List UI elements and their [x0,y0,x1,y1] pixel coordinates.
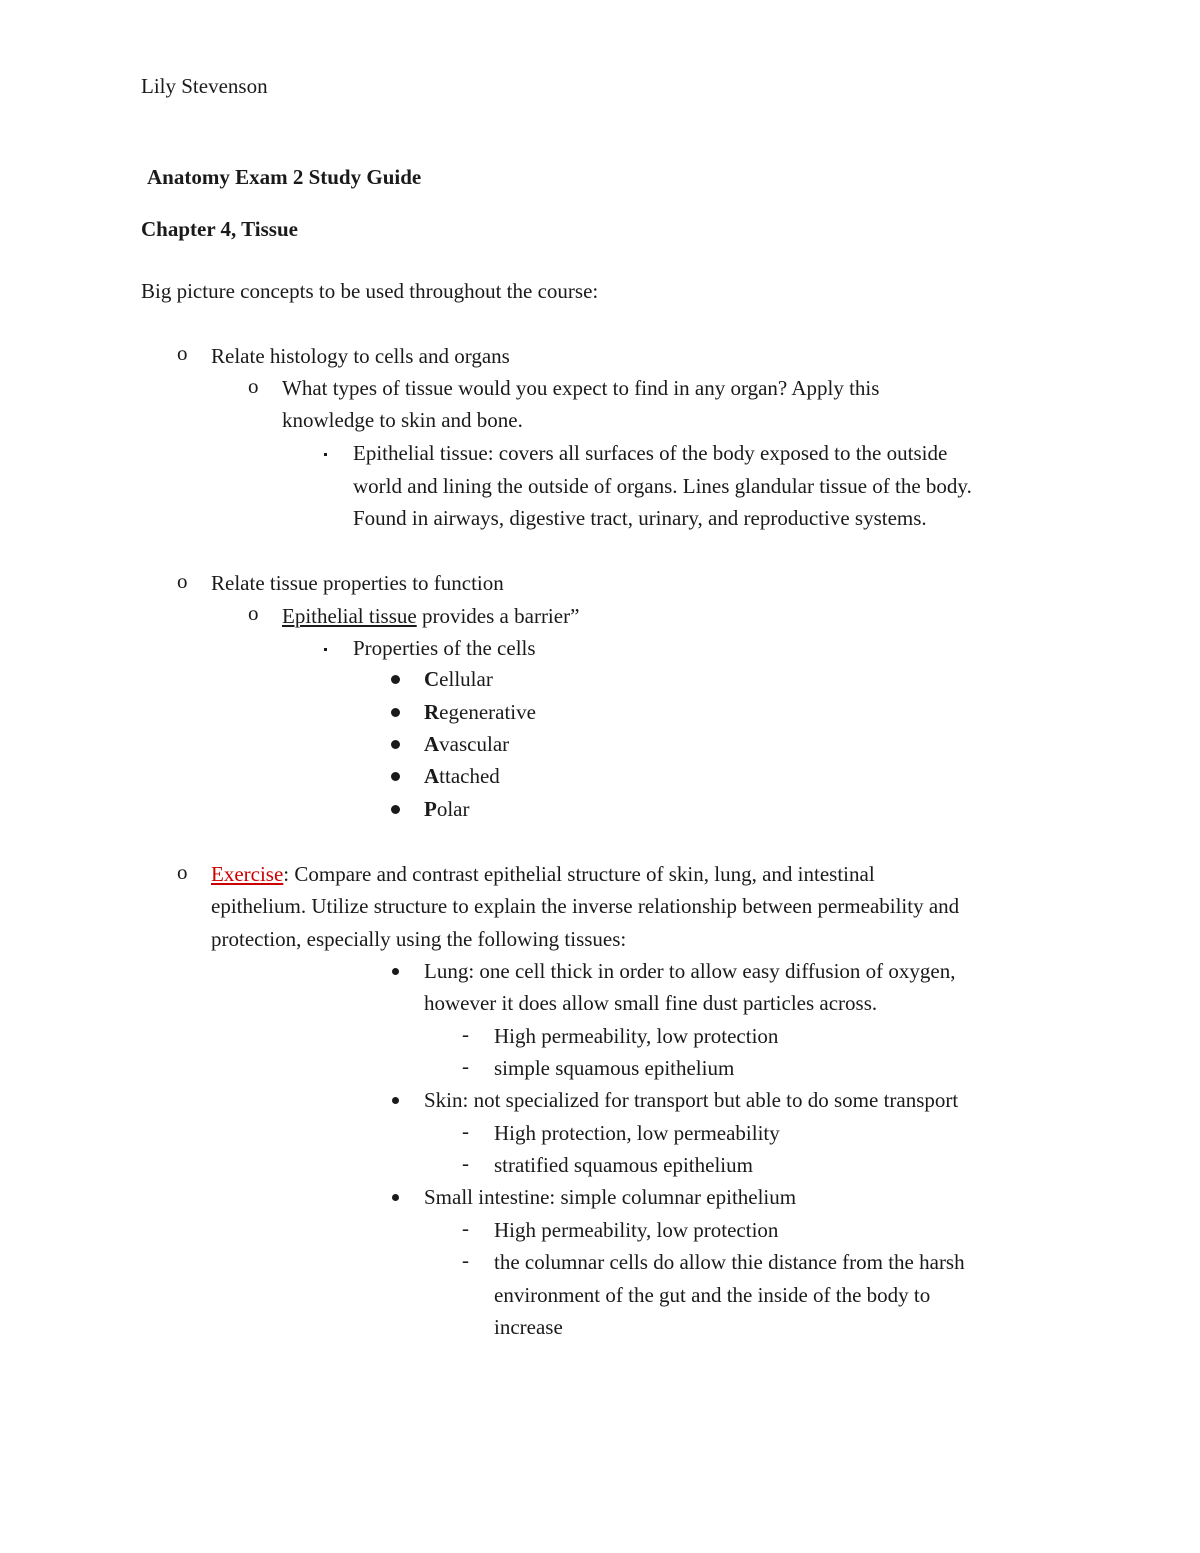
skin-line1: Skin: not specialized for transport but able to do some transport [424,1088,959,1112]
list-marker-o: o [177,860,188,884]
round-bullet [391,675,400,684]
section-2-detail: Properties of the cells [353,636,536,660]
round-bullet [391,708,400,717]
dash-bullet: - [462,1151,469,1175]
dash-bullet: - [462,1248,469,1272]
section-2-sub: Epithelial tissue provides a barrier” [282,604,580,628]
list-marker-o: o [248,601,259,625]
round-bullet [392,1097,399,1104]
skin-sub1: High protection, low permeability [494,1121,780,1145]
lung-line1: Lung: one cell thick in order to allow easy diffusion of oxygen, [424,959,956,983]
section-3-line2: epithelium. Utilize structure to explain the inverse relationship between permeability and [211,894,960,918]
dash-bullet: - [462,1022,469,1046]
section-1-detail-line3: Found in airways, digestive tract, urinary, and reproductive systems. [353,506,927,530]
section-2-label: Relate tissue properties to function [211,571,504,595]
property-item: Cellular [424,667,493,691]
list-marker-o: o [177,341,188,365]
epithelial-tissue-term: Epithelial tissue [282,604,417,628]
small-intestine-line1: Small intestine: simple columnar epithelium [424,1185,797,1209]
document-title: Anatomy Exam 2 Study Guide [147,165,422,189]
property-item: Polar [424,797,470,821]
round-bullet [392,968,399,975]
author-name: Lily Stevenson [141,74,268,98]
lung-sub2: simple squamous epithelium [494,1056,735,1080]
round-bullet [391,772,400,781]
skin-sub2: stratified squamous epithelium [494,1153,753,1177]
list-marker-o: o [177,569,188,593]
exercise-label: Exercise [211,862,284,886]
round-bullet [391,740,400,749]
property-item: Regenerative [424,700,536,724]
section-1-sub-line1: What types of tissue would you expect to find in any organ? Apply this [282,376,880,400]
property-item: Avascular [424,732,510,756]
small-intestine-sub2-line3: increase [494,1315,563,1339]
dash-bullet: - [462,1216,469,1240]
section-1-detail-line1: Epithelial tissue: covers all surfaces of the body exposed to the outside [353,441,948,465]
lung-line2: however it does allow small fine dust particles across. [424,991,878,1015]
section-1-sub-line2: knowledge to skin and bone. [282,408,523,432]
lung-sub1: High permeability, low protection [494,1024,779,1048]
section-3-line1: Exercise: Compare and contrast epithelial structure of skin, lung, and intestinal [211,862,875,886]
list-marker-o: o [248,374,259,398]
round-bullet [391,805,400,814]
dash-bullet: - [462,1119,469,1143]
small-intestine-sub2-line2: environment of the gut and the inside of the body to [494,1283,931,1307]
small-intestine-sub1: High permeability, low protection [494,1218,779,1242]
section-1-detail-line2: world and lining the outside of organs. Lines glandular tissue of the body. [353,474,972,498]
round-bullet [392,1194,399,1201]
section-3-line3: protection, especially using the following tissues: [211,927,627,951]
dash-bullet: - [462,1054,469,1078]
section-1-label: Relate histology to cells and organs [211,344,510,368]
square-bullet [324,453,327,456]
square-bullet [324,648,327,651]
small-intestine-sub2-line1: the columnar cells do allow thie distance from the harsh [494,1250,965,1274]
chapter-heading: Chapter 4, Tissue [141,217,298,241]
property-item: Attached [424,764,500,788]
intro-text: Big picture concepts to be used throughout the course: [141,279,599,303]
